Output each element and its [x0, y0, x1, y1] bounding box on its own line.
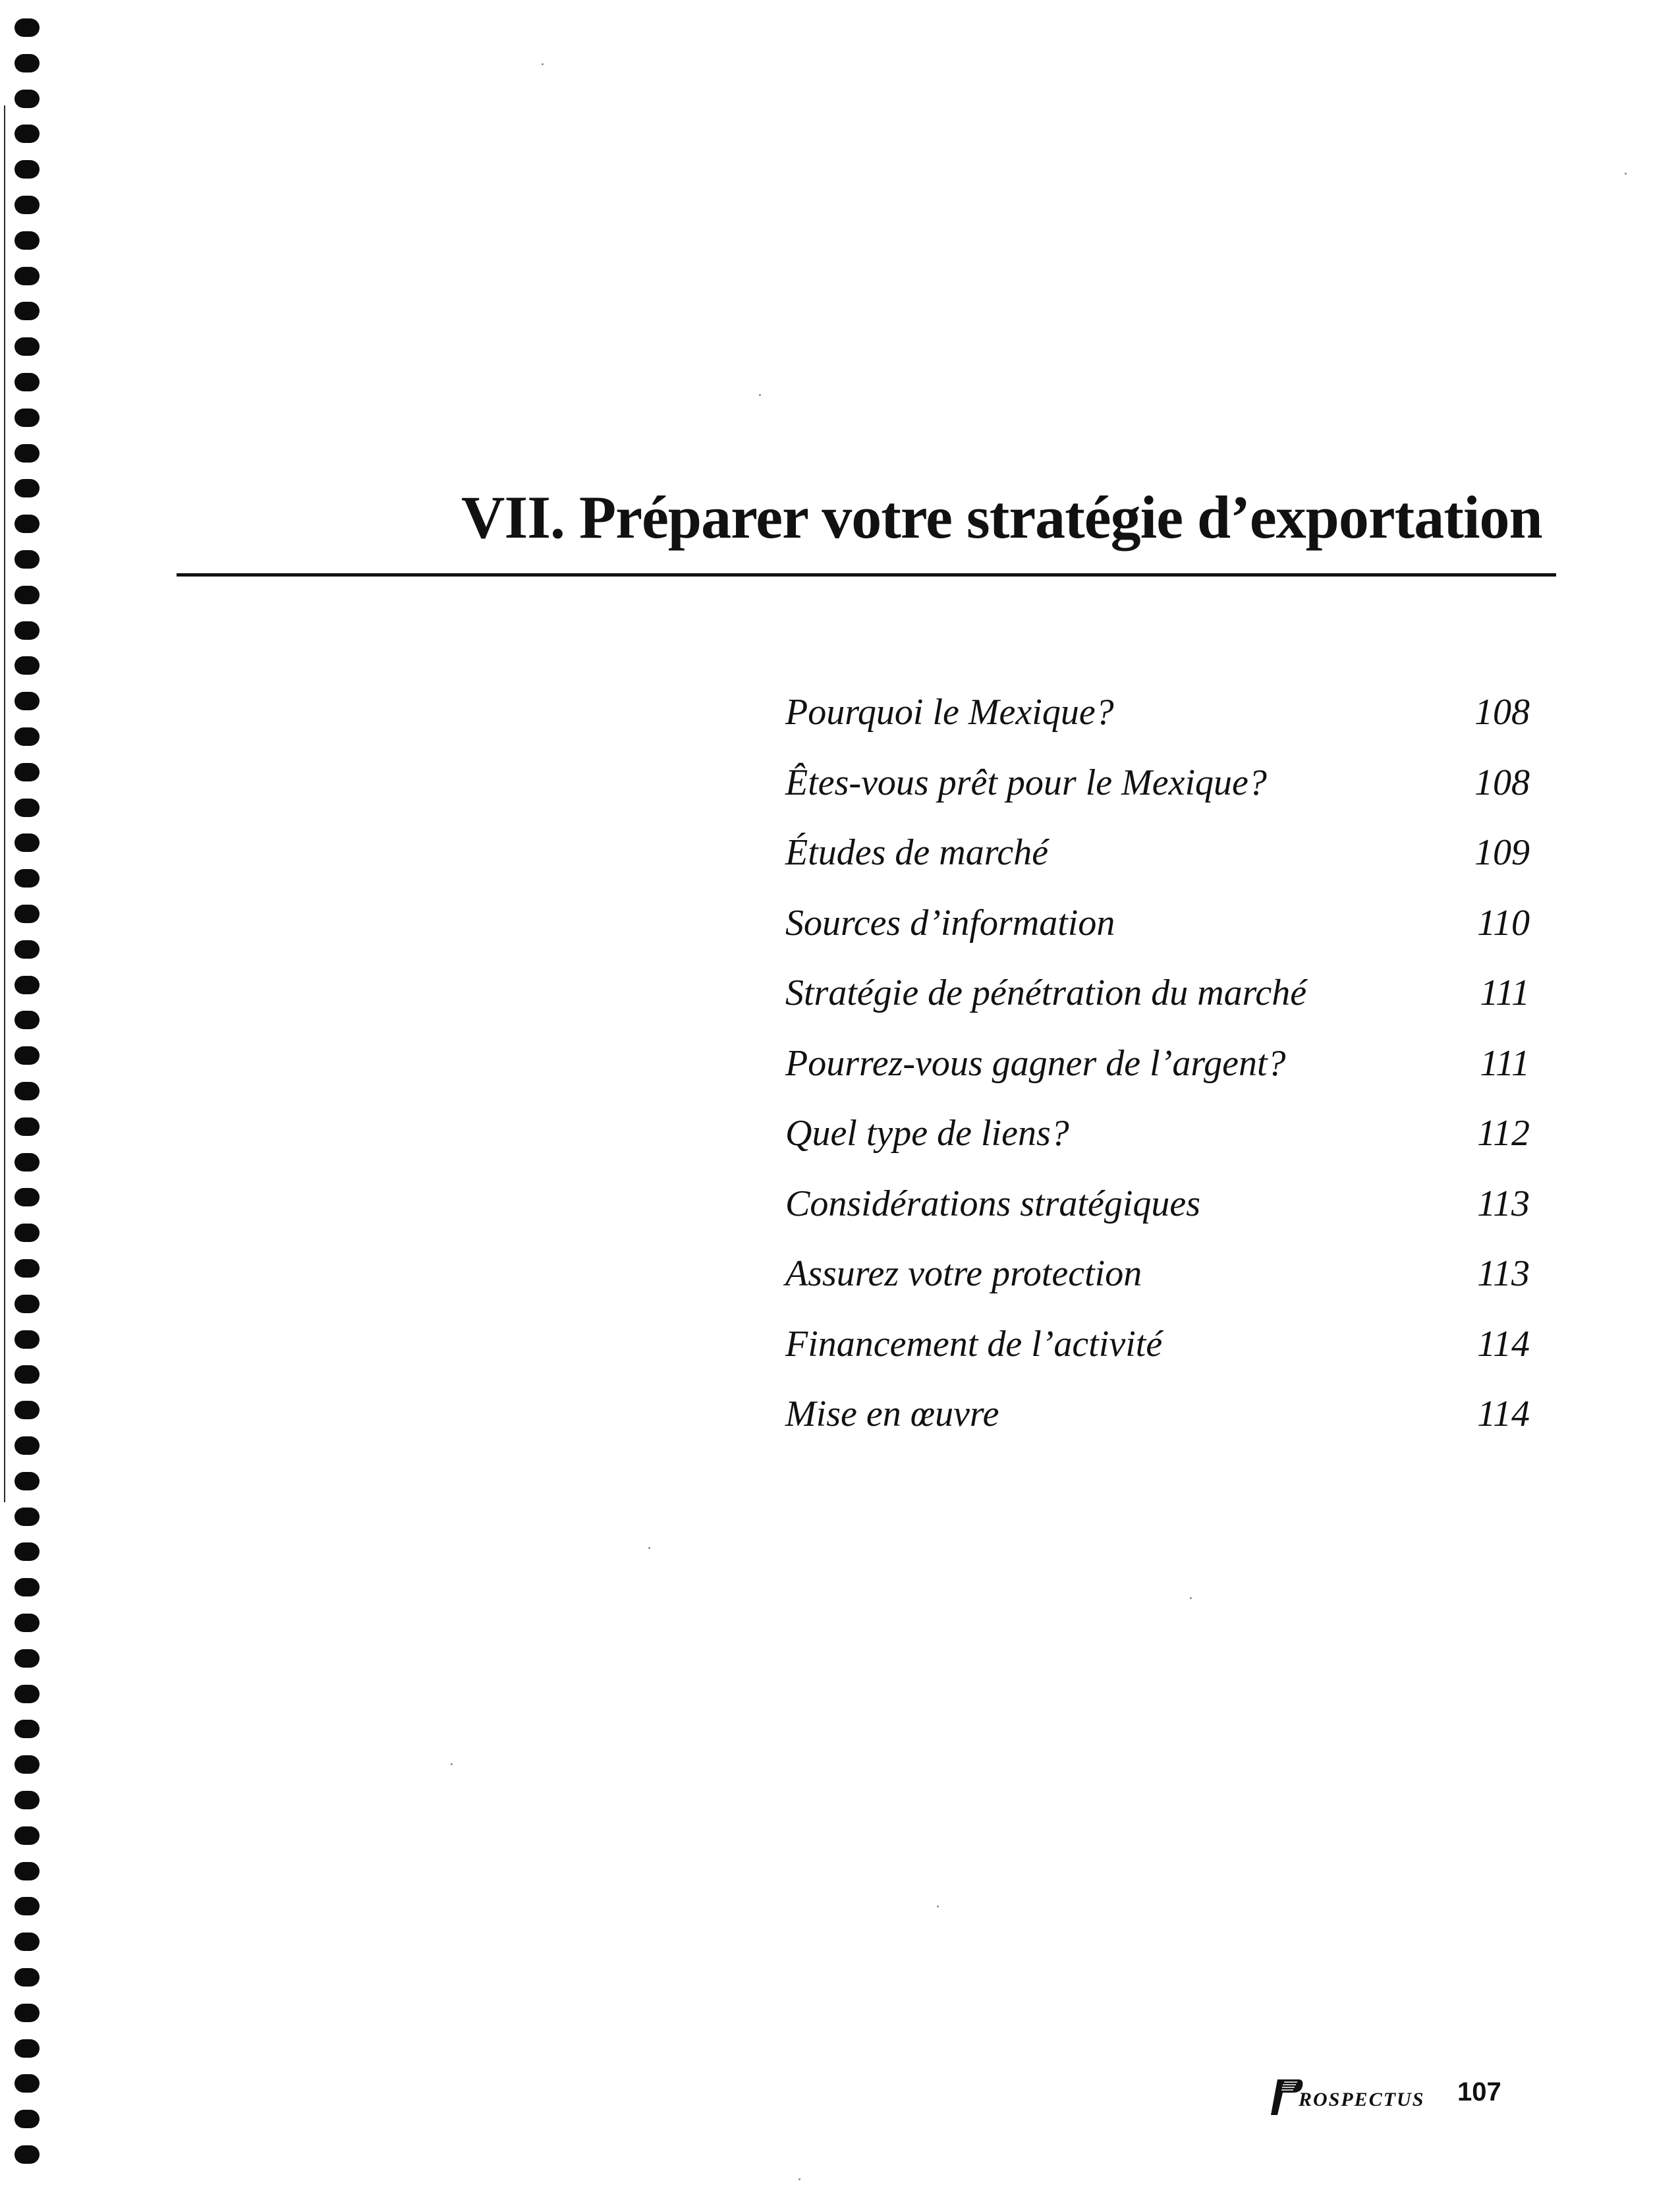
- toc-entry-label: Financement de l’activité: [785, 1323, 1163, 1365]
- binding-hole: [14, 976, 40, 994]
- binding-hole: [14, 1011, 40, 1029]
- binding-hole: [14, 656, 40, 675]
- binding-hole: [14, 1082, 40, 1100]
- scan-speck: [542, 63, 544, 65]
- scan-speck: [451, 1763, 453, 1765]
- binding-edge-line: [4, 105, 5, 1502]
- binding-hole: [14, 2074, 40, 2093]
- binding-hole: [14, 302, 40, 320]
- binding-hole: [14, 1720, 40, 1738]
- page-number: 107: [1457, 2077, 1501, 2106]
- binding-hole: [14, 1188, 40, 1206]
- binding-hole: [14, 1968, 40, 1987]
- binding-hole: [14, 1224, 40, 1242]
- chapter-title: VII. Préparer votre stratégie d’exportation: [461, 484, 1542, 551]
- toc-entry-label: Stratégie de pénétration du marché: [785, 973, 1307, 1013]
- binding-hole: [14, 833, 40, 852]
- binding-hole: [14, 1897, 40, 1915]
- binding-hole: [14, 267, 40, 285]
- binding-hole: [14, 54, 40, 72]
- binding-hole: [14, 1330, 40, 1349]
- toc-entry-page: 112: [1477, 1113, 1530, 1154]
- binding-hole: [14, 196, 40, 214]
- binding-hole: [14, 2110, 40, 2128]
- binding-hole: [14, 1436, 40, 1455]
- binding-hole: [14, 727, 40, 746]
- toc-entry-label: Mise en œuvre: [785, 1394, 999, 1434]
- toc-entry[interactable]: [785, 748, 1530, 818]
- binding-hole: [14, 2145, 40, 2164]
- binding-hole: [14, 160, 40, 179]
- toc-entry-label: Quel type de liens?: [785, 1113, 1069, 1154]
- scan-speck: [1625, 173, 1627, 175]
- toc-entry-page: 108: [1474, 762, 1530, 803]
- toc-entry-label: Êtes-vous prêt pour le Mexique?: [785, 762, 1267, 803]
- toc-entry-page: 114: [1477, 1323, 1530, 1365]
- binding-hole: [14, 479, 40, 497]
- binding-hole: [14, 940, 40, 959]
- binding-hole: [14, 1153, 40, 1172]
- binding-hole: [14, 1046, 40, 1065]
- binding-hole: [14, 1472, 40, 1490]
- toc-entry[interactable]: [785, 958, 1530, 1029]
- toc-entry[interactable]: [785, 1169, 1530, 1239]
- binding-hole: [14, 1755, 40, 1774]
- binding-hole: [14, 1614, 40, 1632]
- toc-entry[interactable]: [785, 818, 1530, 888]
- toc-entry-label: Considérations stratégiques: [785, 1183, 1201, 1224]
- binding-hole: [14, 231, 40, 250]
- binding-hole: [14, 1508, 40, 1526]
- binding-hole: [14, 1259, 40, 1278]
- toc-entry-page: 109: [1474, 832, 1530, 873]
- binding-hole: [14, 1933, 40, 1951]
- binding-hole: [14, 1542, 40, 1561]
- toc-entry[interactable]: [785, 888, 1530, 959]
- toc-entry-page: 114: [1477, 1394, 1530, 1434]
- toc-entry[interactable]: [785, 677, 1530, 748]
- binding-hole: [14, 1649, 40, 1668]
- binding-hole: [14, 1791, 40, 1809]
- toc-entry-page: 111: [1480, 1042, 1530, 1084]
- binding-hole: [14, 337, 40, 356]
- binding-hole: [14, 2039, 40, 2058]
- scan-speck: [937, 1906, 939, 1907]
- toc-entry-label: Études de marché: [785, 832, 1049, 873]
- prospectus-logo: [1268, 2077, 1459, 2118]
- toc-entry-page: 113: [1477, 1183, 1530, 1224]
- table-of-contents: [785, 677, 1530, 1450]
- binding-hole: [14, 1365, 40, 1384]
- toc-entry[interactable]: [785, 1379, 1530, 1450]
- binding-hole: [14, 90, 40, 108]
- toc-entry-label: Pourrez-vous gagner de l’argent?: [785, 1042, 1286, 1084]
- binding-hole: [14, 586, 40, 604]
- toc-entry[interactable]: [785, 1239, 1530, 1309]
- binding-hole: [14, 550, 40, 569]
- binding-hole: [14, 409, 40, 427]
- binding-hole: [14, 515, 40, 533]
- toc-entry-label: Sources d’information: [785, 902, 1115, 944]
- binding-hole: [14, 444, 40, 463]
- scan-speck: [798, 2178, 800, 2180]
- binding-hole: [14, 621, 40, 640]
- toc-entry-page: 110: [1477, 902, 1530, 944]
- prospectus-logo-text: ROSPECTUS: [1299, 2089, 1425, 2110]
- binding-hole: [14, 763, 40, 781]
- toc-entry[interactable]: [785, 1029, 1530, 1099]
- toc-entry[interactable]: [785, 1098, 1530, 1169]
- title-rule: [177, 573, 1556, 577]
- binding-hole: [14, 1295, 40, 1313]
- binding-hole: [14, 1862, 40, 1880]
- binding-hole: [14, 692, 40, 710]
- binding-hole: [14, 1578, 40, 1596]
- binding-hole: [14, 2004, 40, 2022]
- binding-hole: [14, 1401, 40, 1419]
- toc-entry[interactable]: [785, 1309, 1530, 1380]
- toc-entry-page: 108: [1474, 692, 1530, 733]
- binding-hole: [14, 1826, 40, 1845]
- binding-hole: [14, 18, 40, 37]
- binding-hole: [14, 1685, 40, 1703]
- toc-entry-label: Assurez votre protection: [785, 1253, 1142, 1294]
- scan-speck: [648, 1547, 650, 1549]
- binding-hole: [14, 869, 40, 888]
- scan-speck: [1190, 1597, 1192, 1599]
- binding-hole: [14, 905, 40, 923]
- toc-entry-label: Pourquoi le Mexique?: [785, 692, 1114, 733]
- binding-hole: [14, 1117, 40, 1136]
- spiral-binding-holes: [0, 18, 46, 2193]
- toc-entry-page: 111: [1480, 973, 1530, 1013]
- binding-hole: [14, 125, 40, 143]
- binding-hole: [14, 799, 40, 817]
- binding-hole: [14, 373, 40, 391]
- toc-entry-page: 113: [1477, 1253, 1530, 1294]
- scan-speck: [759, 394, 761, 396]
